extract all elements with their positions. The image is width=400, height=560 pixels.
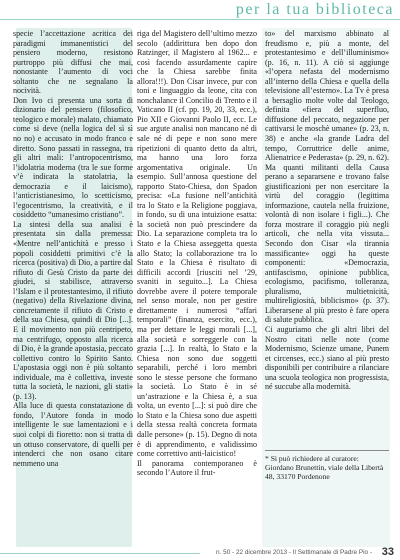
page-number: 33 — [381, 546, 394, 558]
paragraph: Il panorama contemporaneo è secondo l’Autore il frut- — [137, 458, 257, 478]
paragraph: Don Ivo ci presenta una sorta di dizionario del pensiero (filosofico, teologico e morale) malato, chiamato come si deve (nella logica del sì sì no no) e accusato in modo franco e diretto. Sono passati in rassegna, tra gli altri mali: l’antropocentrismo, l’idolatria moderna (tra le sue forme v’è indicata la statolatria, la democrazia e il laicismo), l’anticristianesimo, lo scetticismo, l’egocentrismo, la creatività, e il cosiddetto “umanesimo cristiano”. — [13, 95, 133, 220]
text-column-2 — [137, 29, 257, 478]
issue-info: n. 50 - 22 dicembre 2013 - Il Settimanale di Padre Pio - — [216, 549, 372, 556]
paragraph: to» del marxismo abbinato al freudismo e, più a monte, del protestantesimo e dell’illuminismo» (p. 16, n. 11). A ciò si aggiunge «l’opera nefasta del modernismo all’interno della Chiesa e quella della televisione all’esterno». La Tv è presa a bersaglio molte volte dal Teologo, definita «fiera del superfluo, diffusione del peccato, negazione per cattivarsi le moschè umane» (p. 23, n. 38) e anche «la grande Ladra del tempo, Corruttrice delle anime, Alienatrice e Pederasta» (p. 29, n. 62). Ma quanti militanti della Causa perano a separarsene e trovano false giustificazioni per non esercitare la virtù del coraggio (legittima informazione, cautela nella fruizione, volontà di non isolare i figli...). Che forza mostrare il coraggio più negli articoli, che nella vita vissuta... Secondo don Cisar «la tirannia massificante» oggi ha queste componenti: «Democrazia, antifascismo, opinione pubblica, ecologismo, pacifismo, tolleranza, pluralismo, multietnicità, multireligiosità, biblicismo» (p. 37). Liberarsene al più presto è fare opera di salute pubblica. — [265, 29, 389, 325]
paragraph: Alla luce di questa constatazione di fondo, l’Autore fonda in modo intelligente le sue lamentazioni e i suoi colpi di fioretto: non si tratta di un ottuso conservatore, di quelli per intenderci che non osano citare nemmeno una — [13, 401, 133, 468]
section-title: per la tua biblioteca — [235, 1, 394, 18]
text-column-3 — [265, 29, 389, 392]
paragraph: Ci auguriamo che gli altri libri del Nostro citati nelle note (come Modernismo, Scienze umane, Punem et circenses, ecc.) siano al più presto disponibili per contribuire a rilanciare una scuola teologica non progressista, né succube alla modernità. — [265, 324, 389, 392]
footnote-divider — [265, 450, 389, 451]
footnote: * Si può richiedere al curatore: Giordano Brunettin, viale della Libertà 48, 33170 Pordenone — [265, 454, 384, 482]
page-footer — [0, 546, 400, 560]
paragraph: riga del Magistero dell’ultimo mezzo secolo (addirittura ben dopo don Ratzinger, il Magistero al 1962... e così facendo assurdamente capire che la Chiesa sarebbe finita allora!!!). Don Cisar invece, pur con toni e linguaggio da leone, cita con nonchalance il Concilio di Trento e il Vaticano II (cf. pp. 19, 20, 33, ecc.), Pio XII e Giovanni Paolo II, ecc. Le sue argute analisi non mancano né di sale né di pepe e non sono mere ripetizioni di quanto detto da altri, ma hanno una loro forza argomentativa originale. Un esempio. Sull’annosa questione del rapporto Stato-Chiesa, don Spadon precisa: «La fusione nell’antichità tra lo Stato e la Religione poggiava, in fondo, su di una intuizione esatta: la società non può prescindere da Dio. La separazione completa tra lo Stato e la Chiesa asseggetta questa allo Stato; la collaborazione tra lo Stato e la Chiesa è risultato di difficili accordi [riusciti nel ’29, svaniti in seguito...]. La Chiesa dovrebbe avere il potere temporale nel senso morale, non per gestire direttamente i numerosi “affari temporali” (finanza, esercito, ecc.), ma per dettare le leggi morali [...], alla società e sorreggerle con la grazia [...]. In realtà, lo Stato e la Chiesa non sono due soggetti separabili, perché i loro membri sono le stesse persone che formano la società. Lo Stato è in sé un’astrazione e la Chiesa è, a sua volta, un evento [...]: si può dire che lo Stato e la Chiesa sono due aspetti della stessa realtà concreta formata dalle persone» (p. 15). Degno di nota è di apprendimento, e validissimo come correttivo anti-laicistico! — [137, 29, 257, 459]
footer-rule — [0, 553, 200, 554]
paragraph: La sintesi della sua analisi è presentata sin dalla premessa: «Mentre nell’antichità e presso i popoli cosiddetti primitivi c’è la ricerca (positiva) di Dio, a partire dal rifiuto di Gesù Cristo da parte dei giudei, si stabilisce, attraverso l’Islam e il protestantesimo, il rifiuto (negativo) della Rivelazione divina, concretamente il rifiuto di Cristo e della sua Chiesa, quindi di Dio [...]. E il movimento non più centripeto, ma centrifugo, opposto alla ricerca di Dio, è la grande apostasia, peccato collettivo contro lo Spirito Santo. L’apostasia oggi non è più soltanto individuale, ma è collettiva, investe tutta la società, le nazioni, gli stati» (p. 13). — [13, 219, 133, 401]
text-column-1 — [13, 29, 133, 468]
header-rule — [0, 19, 400, 20]
paragraph: specie l’accettazione acritica dei paradigmi immanentistici del pensiero moderno, resistono purtroppo più diffusi che mai, nonostante l’aumento di voci soltanto che ne segnalano la nocività. — [13, 29, 133, 96]
